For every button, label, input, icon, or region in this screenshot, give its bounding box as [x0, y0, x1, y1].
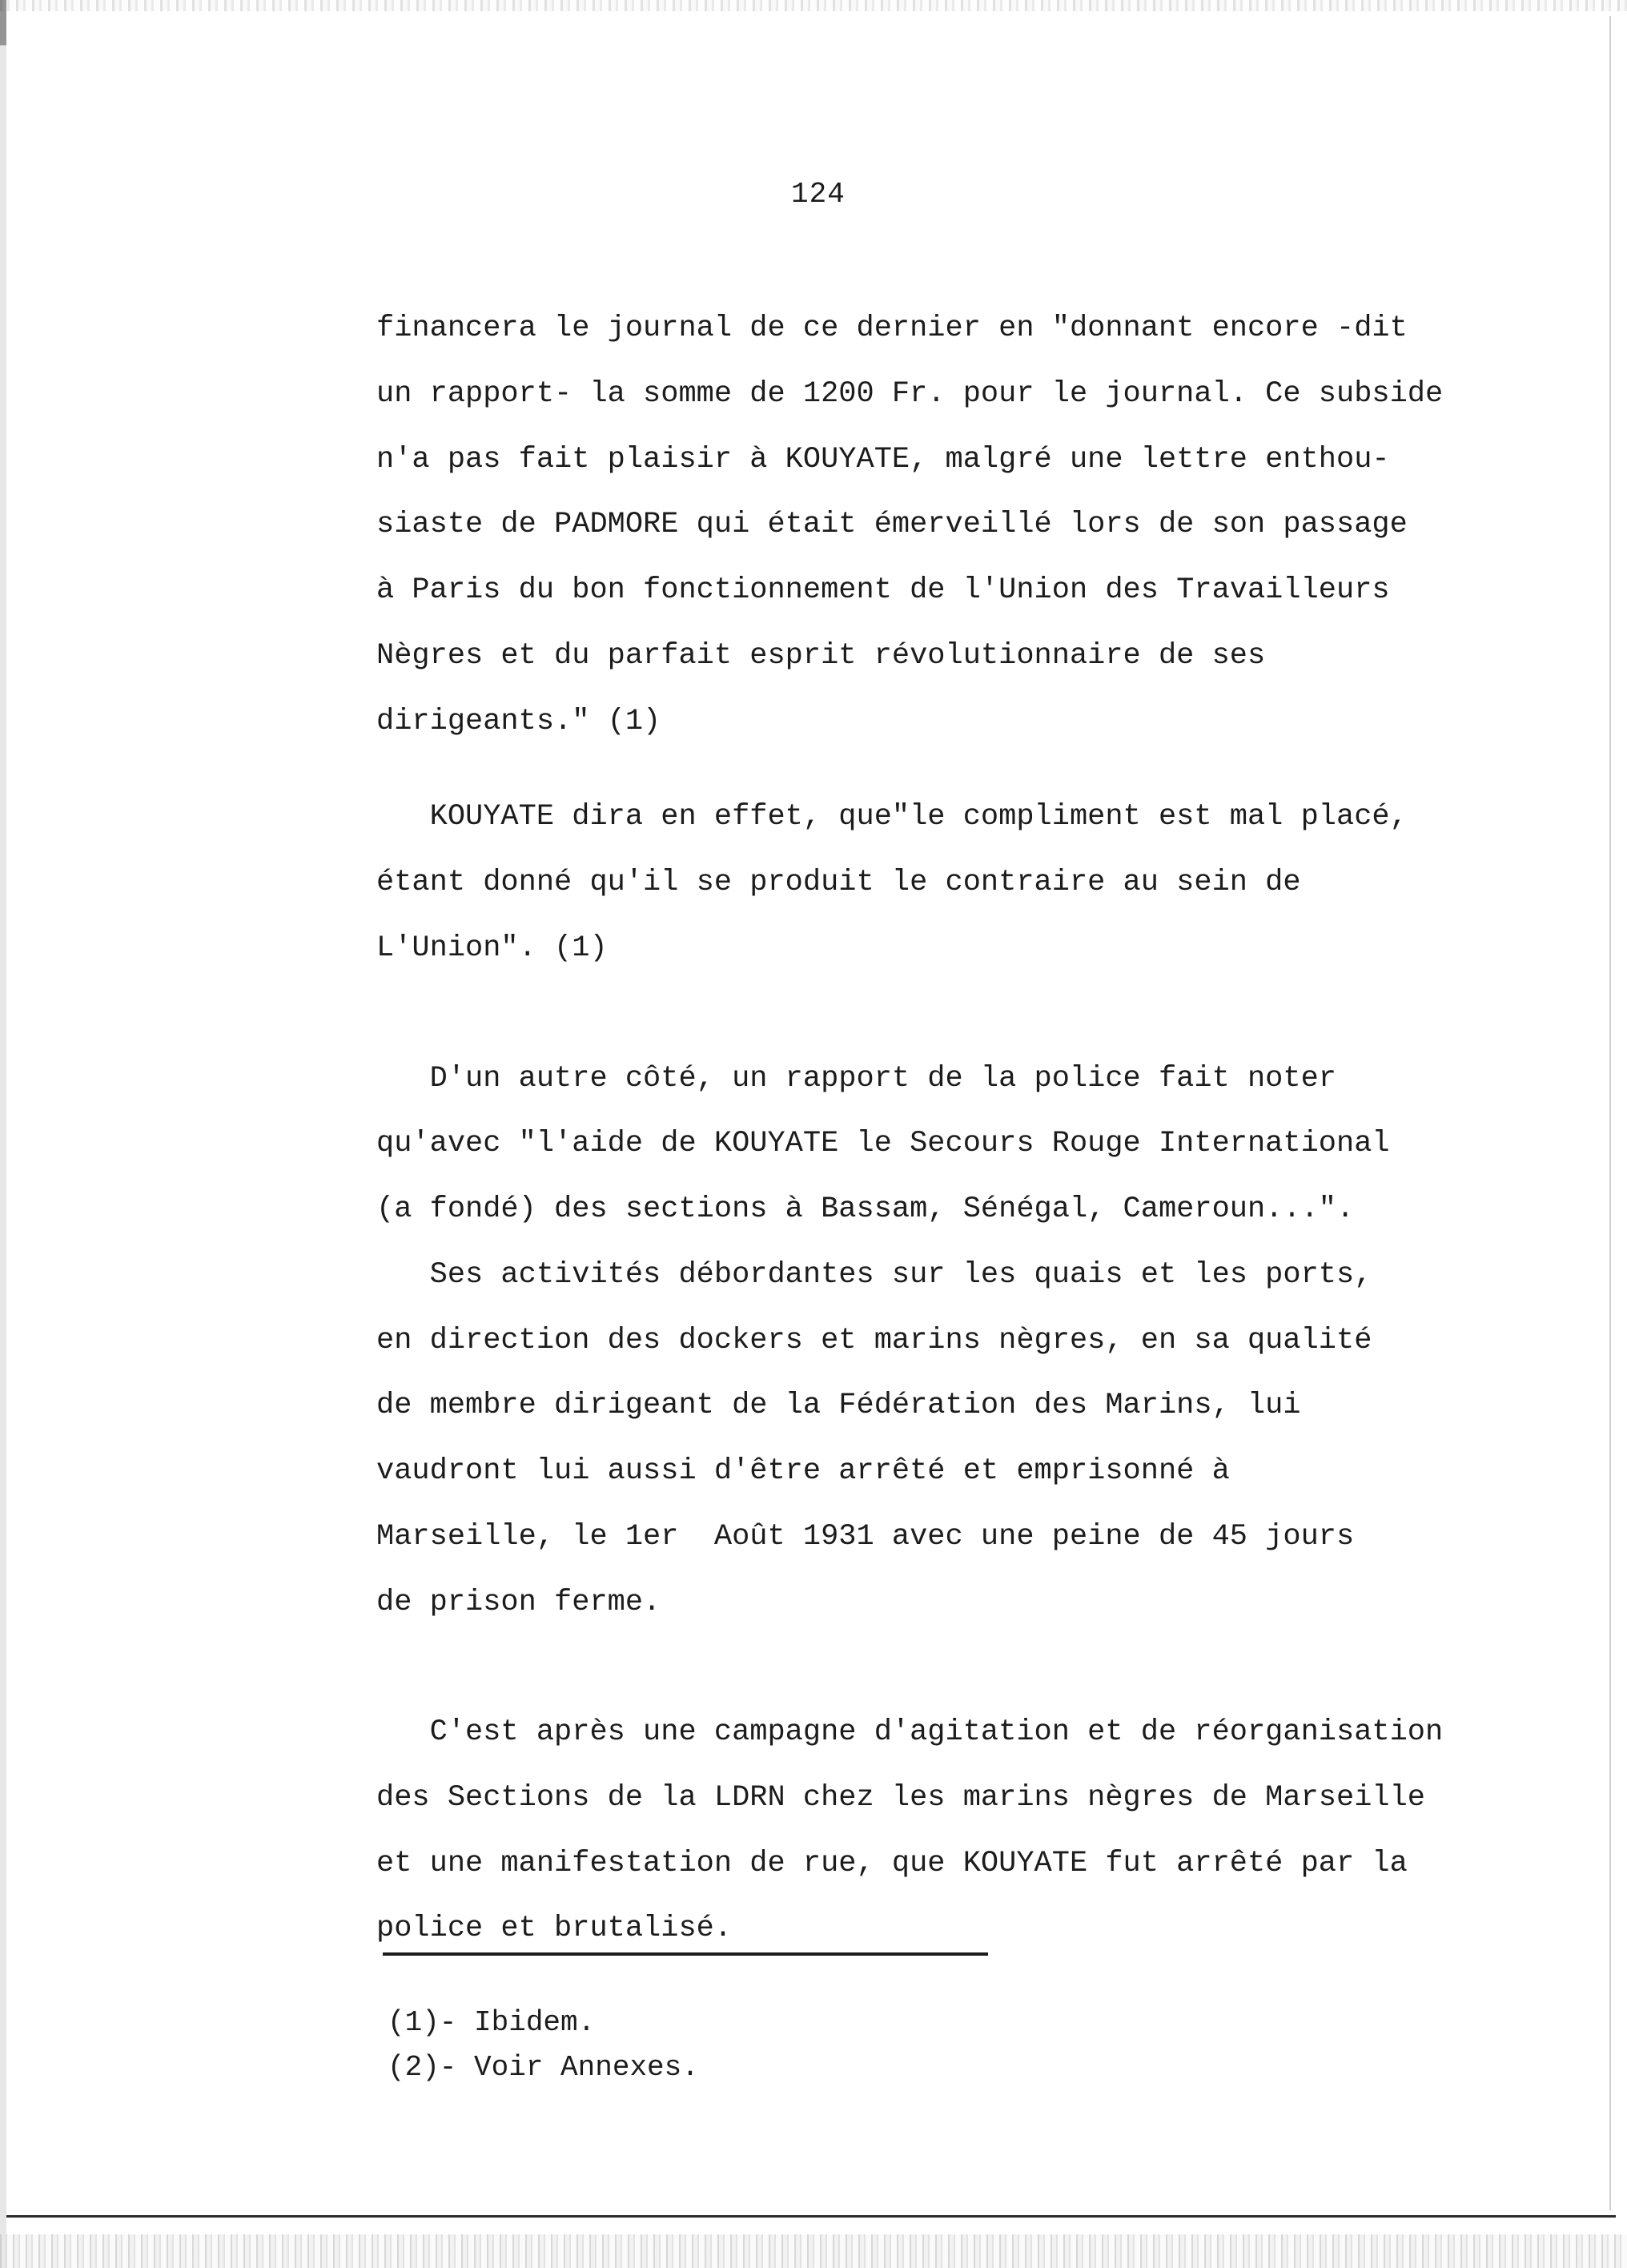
- footnote-rule: [383, 1952, 988, 1956]
- text-line: police et brutalisé.: [376, 1912, 733, 1945]
- text-line: étant donné qu'il se produit le contraire au sein de: [376, 866, 1301, 899]
- text-line: et une manifestation de rue, que KOUYATE fut arrêté par la: [376, 1847, 1408, 1880]
- text-line: C'est après une campagne d'agitation et de réorganisation: [376, 1715, 1444, 1749]
- text-line: siaste de PADMORE qui était émerveillé lors de son passage: [376, 508, 1408, 541]
- text-line: financera le journal de ce dernier en "donnant encore -dit: [376, 312, 1408, 345]
- text-line: vaudront lui aussi d'être arrêté et emprisonné à: [376, 1454, 1230, 1488]
- footnote: (2)- Voir Annexes.: [388, 2051, 699, 2084]
- bottom-rule: [6, 2215, 1616, 2218]
- text-line: (a fondé) des sections à Bassam, Sénégal, Cameroun...".: [376, 1192, 1355, 1226]
- scan-edge-left: [0, 0, 6, 2268]
- text-line: dirigeants." (1): [376, 705, 661, 738]
- text-line: de prison ferme.: [376, 1586, 661, 1619]
- text-line: Marseille, le 1er Août 1931 avec une peine de 45 jours: [376, 1520, 1355, 1554]
- right-margin-line: [1609, 16, 1611, 2210]
- text-line: qu'avec "l'aide de KOUYATE le Secours Rouge International: [376, 1127, 1390, 1160]
- text-line: un rapport- la somme de 1200 Fr. pour le journal. Ce subside: [376, 377, 1444, 411]
- text-line: Ses activités débordantes sur les quais et les ports,: [376, 1258, 1372, 1292]
- text-line: L'Union". (1): [376, 931, 608, 965]
- text-line: D'un autre côté, un rapport de la police fait noter: [376, 1062, 1336, 1096]
- text-line: de membre dirigeant de la Fédération des Marins, lui: [376, 1389, 1301, 1422]
- text-line: KOUYATE dira en effet, que"le compliment est mal placé,: [376, 800, 1408, 834]
- scan-edge-bottom: [0, 2234, 1627, 2268]
- text-line: en direction des dockers et marins nègres, en sa qualité: [376, 1324, 1372, 1357]
- text-line: à Paris du bon fonctionnement de l'Union des Travailleurs: [376, 573, 1390, 607]
- scan-edge-top: [0, 0, 1627, 11]
- footnote: (1)- Ibidem.: [388, 2006, 596, 2039]
- text-line: des Sections de la LDRN chez les marins nègres de Marseille: [376, 1781, 1426, 1815]
- text-line: Nègres et du parfait esprit révolutionnaire de ses: [376, 639, 1266, 673]
- text-line: n'a pas fait plaisir à KOUYATE, malgré une lettre enthou-: [376, 443, 1390, 477]
- page-number: 124: [791, 178, 846, 211]
